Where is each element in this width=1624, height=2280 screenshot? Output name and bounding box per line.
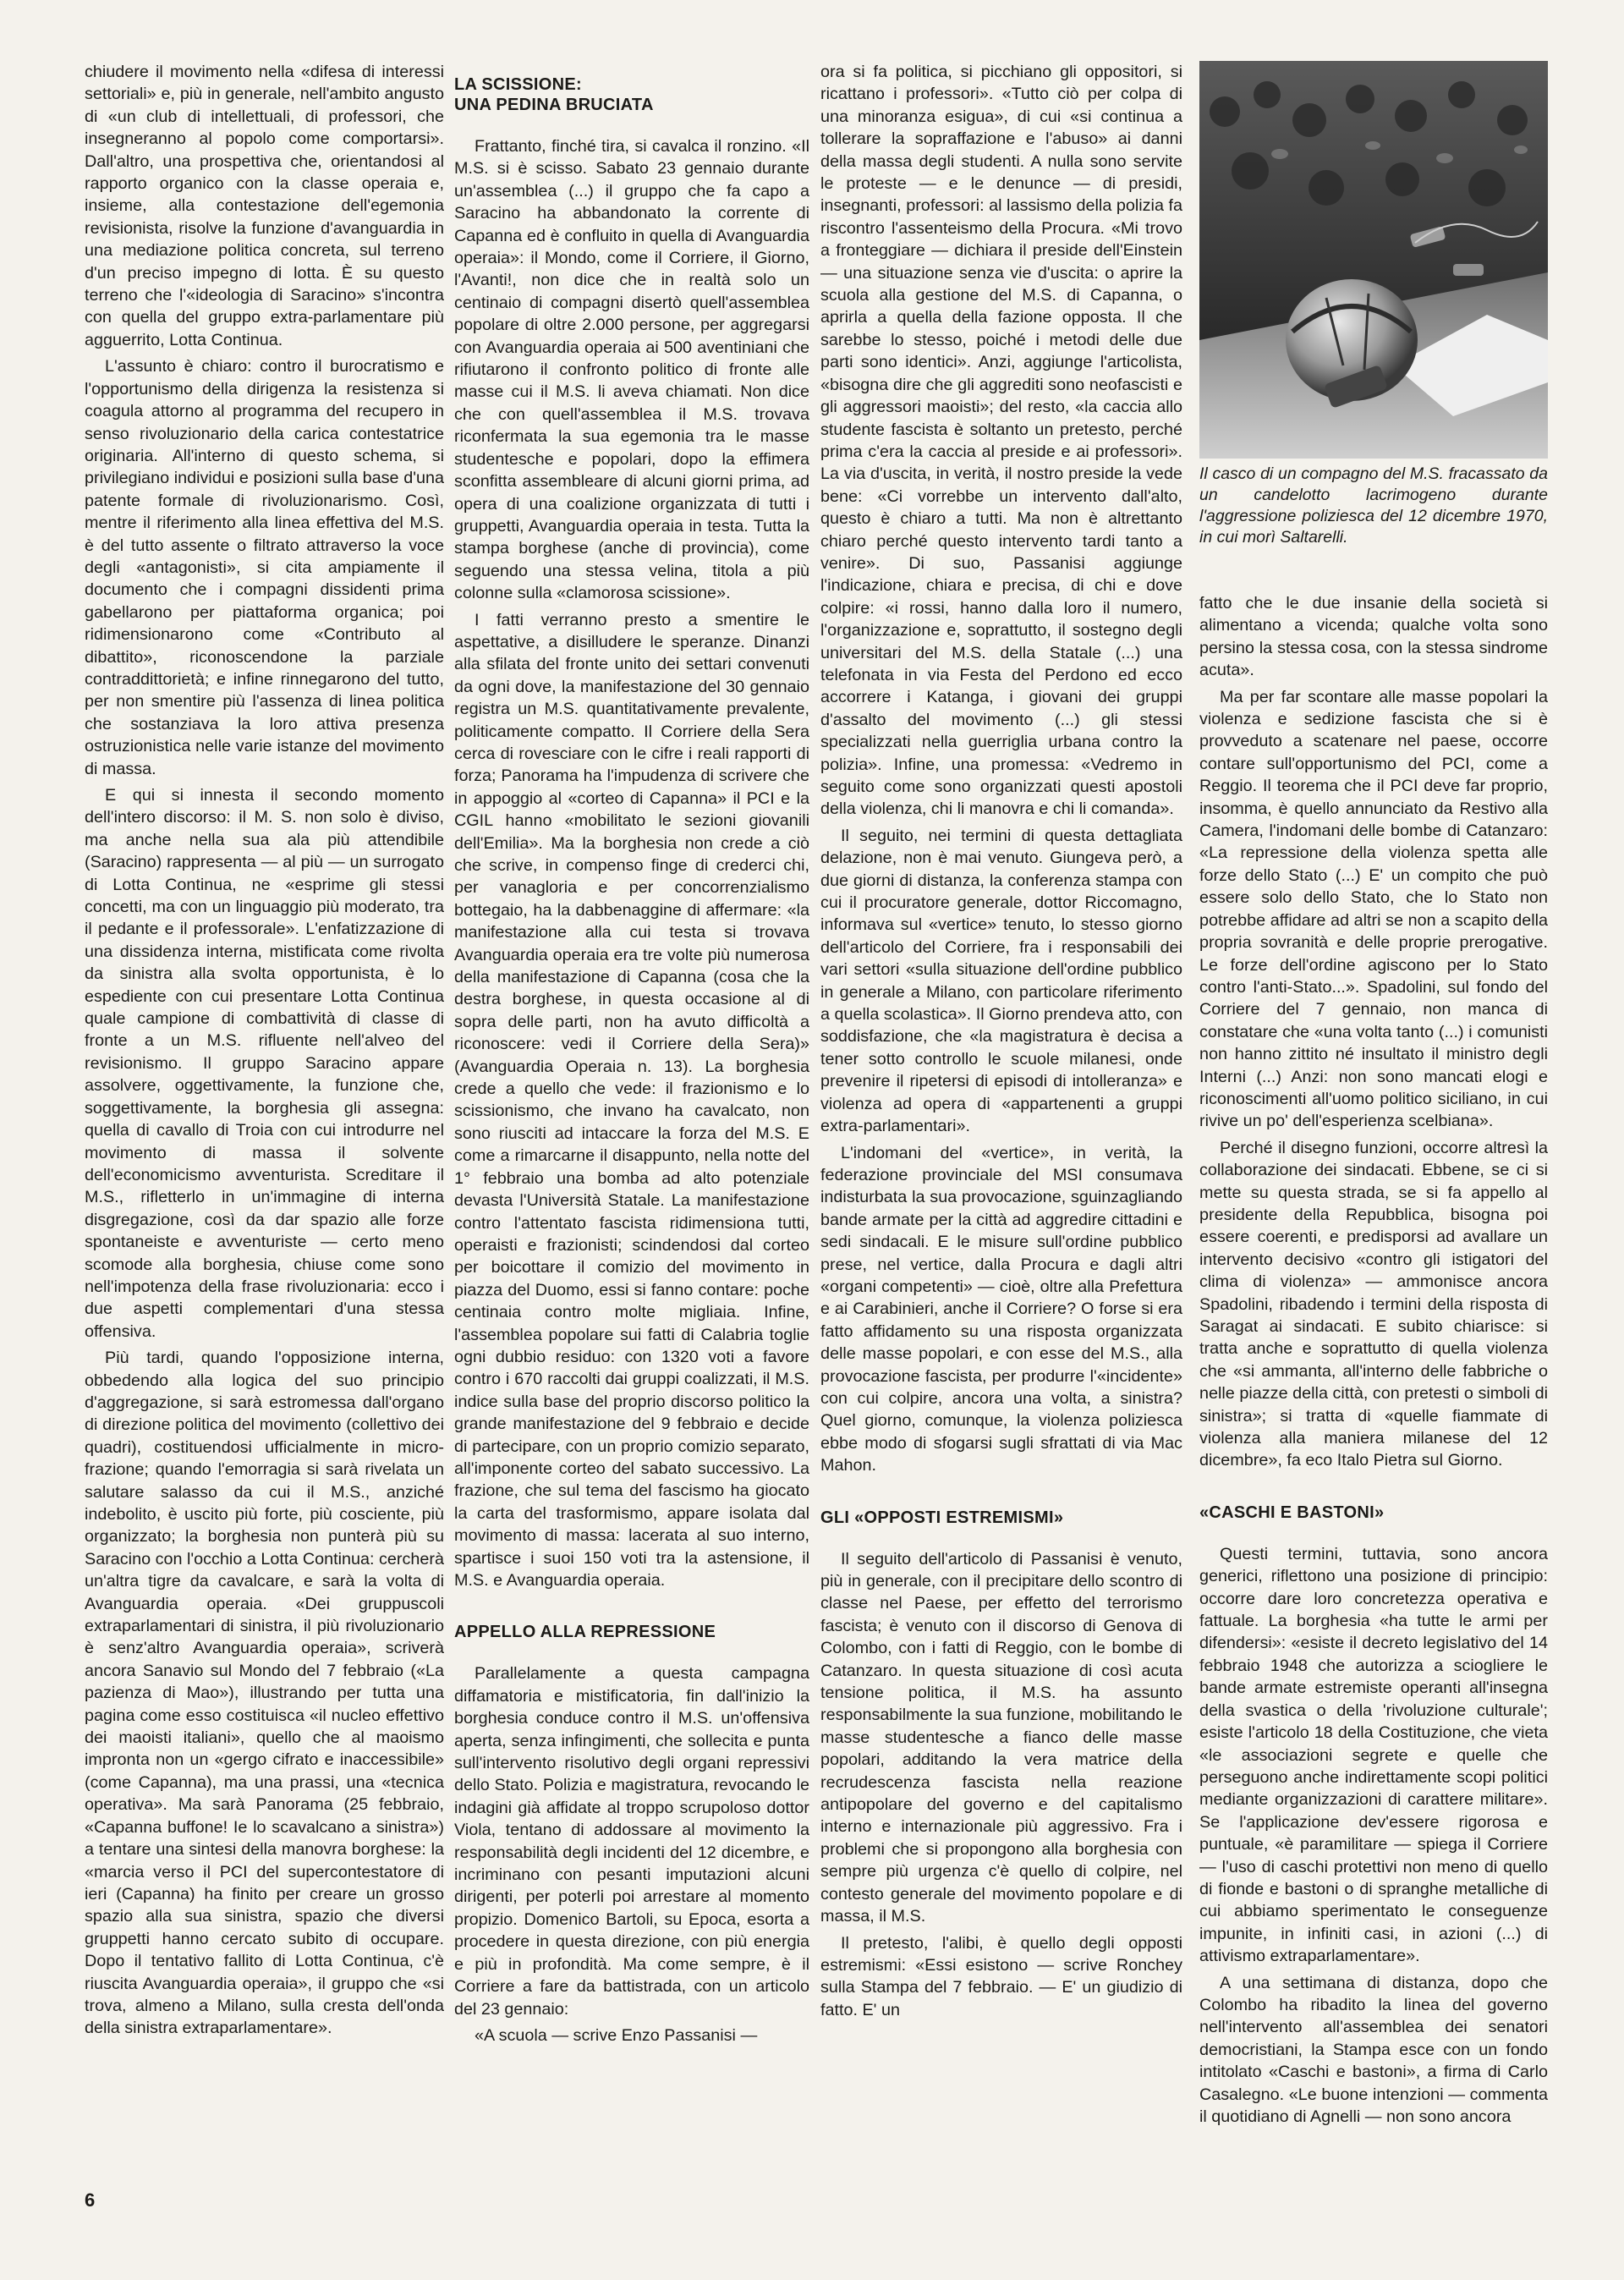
paragraph: Parallelamente a questa campagna diffamatoria e mistificatoria, fin dall'inizio la borghesia conduce contro il M.S. un'offensiva aperta, senza infingimenti, che sollecita e punta sull'intervento risolutivo degli organi repressivi dello Stato. Polizia e magistratura, revocando le indagini già affidate al troppo scrupoloso dottor Viola, tentano di addossare al movimento la responsabilità degli incidenti del 12 dicembre, e incriminano con pesanti imputazioni alcuni dirigenti, per poterli poi arrestare al momento propizio. Domenico Bartoli, su Epoca, esorta a procedere in questa direzione, con più energia e più in profondità. Ma come sempre, è il Corriere a fare da battistrada, con un articolo del 23 gennaio: (454, 1664, 809, 2019)
paragraph: «A scuola — scrive Enzo Passanisi — (475, 2025, 758, 2045)
section-heading-caschi: «CASCHI E BASTONI» (1199, 1503, 1385, 1522)
paragraph: Il seguito dell'articolo di Passanisi è venuto, più in generale, con il precipitare dello scontro di classe nel Paese, per effetto del terrorismo fascista; è venuto con il discorso di Genova di Colombo, con i fatti di Reggio, con le bombe di Catanzaro. In questa situazione di così acuta tensione politica, il M.S. ha assunto responsabilmente la sua funzione, mobilitando le masse studentesche a fianco delle masse popolari, additando la vera matrice della recrudescenza fascista nella reazione antipopolare del governo e del capitalismo interno e internazionale più aggressivo. Fra i problemi che si propongono alla borghesia con sempre più urgenza c'è quello di colpire, nel contesto generale del movimento popolare e di massa, il M.S. (820, 1549, 1182, 1926)
paragraph: ora si fa politica, si picchiano gli oppositori, si ricattano i professori». «Tutto ciò per colpa di una minoranza esigua», di cui «si continua a tollerare la sopraffazione e l'abuso» ai danni della massa degli studenti. A nulla sono servite le proteste — e le denunce — di presidi, insegnanti, professori: al lassismo della polizia fa riscontro l'assenteismo della Procura. «Mi trovo a fronteggiare — dichiara il preside dell'Einstein — una situazione senza vie d'uscita: o aprire la scuola alla gestione del M.S. di Capanna, o aprirla a quella della fazione opposta. Il che sarebbe lo stesso, poiché i metodi delle due parti sono identici». Anzi, aggiunge l'articolista, «bisogna dire che gli aggrediti sono neofascisti e gli aggressori maoisti»; del resto, «la caccia allo studente fascista è soltanto un pretesto, perché prima c'era la caccia al preside e ai professori». La via d'uscita, in verità, il nostro preside la vede bene: «Ci vorrebbe un intervento dall'alto, questo è chiaro a tutti. Ma non è altrettanto chiaro perché questo intervento tardi tanto a venire». Di suo, Passanisi aggiunge l'indicazione, chiara e precisa, di chi e dove colpire: «i rossi, hanno dalla loro il numero, l'organizzazione e, soprattutto, il sostegno degli universitari del M.S. della Statale (...) una telefonata in via Festa del Perdono ed ecco accorrere i Katanga, i giovani dei gruppi d'assalto del movimento (...) gli stessi specializzati nella guerriglia urbana contro la polizia». Infine, una promessa: «Vedremo in seguito come sono organizzati questi apostoli della violenza, chi li manovra e chi li comanda». (820, 63, 1182, 819)
page-number: 6 (85, 2189, 96, 2211)
paragraph: E qui si innesta il secondo momento dell'intero discorso: il M. S. non solo è diviso, ma anche nella sua ala più attendibile (Saracino) rappresenta — al più — un surrogato di Lotta Continua, ne «esprime gli stessi concetti, ma con un linguaggio più moderato, tra il pedante e il professorale». L'enfatizzazione di una dissidenza interna, mistificata come rivolta da sinistra alla svolta opportunista, è lo espediente con cui presentare Lotta Continua quale campione di combattività di classe di fronte a un M.S. rifluente nell'alveo del revisionismo. Il gruppo Saracino appare assolvere, oggettivamente, la funzione che, soggettivamente, la borghesia gli assegna: quella di cavallo di Troia con cui introdurre nel movimento di massa il solvente dell'economicismo avventurista. Screditare il M.S., rifletterlo in un'immagine di interna disgregazione, così da dar spazio alle forze spontaneiste e avventuriste — certo meno scomode alla borghesia, chiuse come sono nell'impotenza della frase rivoluzionaria: ecco i due aspetti complementari d'una stessa offensiva. (85, 786, 444, 1341)
column-1 (85, 61, 444, 2044)
photo-caption: Il casco di un compagno del M.S. fracassato da un candelotto lacrimogeno durante l'aggressione poliziesca del 12 dicembre 1970, in cui morì Saltarelli. (1199, 464, 1548, 547)
column-2 (454, 61, 809, 2051)
paragraph: Questi termini, tuttavia, sono ancora generici, riflettono una posizione di principio: occorre dare loro concretezza operativa e fattuale. La borghesia «ha tutte le armi per difendersi»: «esiste il decreto legislativo del 14 febbraio 1948 che autorizza a sciogliere le bande armate estremiste operanti all'insegna della svastica o della 'rivoluzione culturale'; esiste l'articolo 18 della Costituzione, che vieta «le associazioni segrete e quelle che perseguono anche indirettamente scopi politici mediante organizzazioni di carattere militare». Se l'applicazione dev'essere rigorosa e puntuale, «è paramilitare — spiega il Corriere — l'uso di caschi protettivi non meno di quello di fionde e bastoni o di spranghe metalliche di cui abbiamo sperimentato le conseguenze impunite, in infiniti casi, in azioni (...) di attivismo extraparlamentare». (1199, 1544, 1548, 1966)
paragraph: Frattanto, finché tira, si cavalca il ronzino. «Il M.S. si è scisso. Sabato 23 gennaio durante un'assemblea (...) il gruppo che fa capo a Saracino ha abbandonato la corrente di Capanna ed è confluito in quella di Avanguardia operaia»: il Mondo, come il Corriere, il Giorno, l'Avanti!, non dice che in realtà solo un centinaio di compagni disertò quell'assemblea popolare di oltre 2.000 persone, per aggregarsi con Avanguardia operaia ai 500 aventiniani che rifiutarono il confronto politico di fronte alle masse cui il M.S. li aveva chiamati. Non dice che con quell'assemblea il M.S. trovava riconfermata la sua egemonia tra le masse studentesche e popolari, dopo la effimera sconfitta assembleare di alcuni giorni prima, ad opera di una coalizione organizzata di tutti i gruppetti, Avanguardia operaia in testa. Tutta la stampa borghese (anche di provincia), come seguendo una stessa velina, titola a più colonne sulla «clamorosa scissione». (454, 137, 809, 603)
paragraph: chiudere il movimento nella «difesa di interessi settoriali» e, più in generale, nell'ambito angusto di «un club di intellettuali, di professori, che insegneranno al popolo come comportarsi». Dall'altro, una prospettiva che, orientandosi al rapporto organico con la classe operaia e, insieme, alla contestazione dell'egemonia revisionista, risolve la funzione d'avanguardia in una mediazione politica concreta, sul terreno d'un preciso impegno di lotta. È su questo terreno che l'«ideologia di Saracino» s'incontra con quella del gruppo extra-parlamentare più agguerrito, Lotta Continua. (85, 63, 444, 349)
section-heading-scissione (454, 74, 809, 115)
paragraph: Più tardi, quando l'opposizione interna, obbedendo alla logica del suo principio d'aggregazione, si sarà estromessa dall'organo di direzione politica del movimento (collettivo dei quadri), costituendosi ufficialmente in micro-frazione; quando l'emorragia si sarà rivelata un salutare salasso da cui il M.S., anziché indebolito, è uscito più forte, più cosciente, più organizzato; la borghesia non punterà più su Saracino con l'occhio a Lotta Continua: cercherà un'altra tigre da cavalcare, e sarà la volta di Avanguardia operaia. «Dei gruppuscoli extraparlamentari di sinistra, il più rivoluzionario è senz'altro Avanguardia operaia», scriverà ancora Sanavio sul Mondo del 7 febbraio («La pazienza di Mao»), illustrando per tutta una pagina come esso costituisca «il nucleo effettivo dei maoisti italiani», quello che al maoismo impronta non un «gergo cifrato e inaccessibile» (come Capanna), ma una prassi, una «tecnica operativa». Ma sarà Panorama (25 febbraio, «Capanna buffone! Ie lo scavalcano a sinistra») a tentare una sintesi della manovra borghese: la «marcia verso il PCI del supercontestatore di ieri (Capanna) ha finito per creare un grosso spazio alla sua sinistra, spazio che diversi gruppetti hanno cercato subito di occupare. Dopo il tentativo fallito di Lotta Continua, c'è riuscita Avanguardia operaia», il gruppo che «si trova, almeno a Milano, sulla cresta dell'onda della sinistra extraparlamentare». (85, 1349, 444, 2038)
heading-line: LA SCISSIONE: (454, 75, 582, 94)
paragraph: A una settimana di distanza, dopo che Colombo ha ribadito la linea del governo nell'intervento all'assemblea dei senatori democristiani, la Stampa esce con un fondo intitolato «Caschi e bastoni», a firma di Carlo Casalegno. «Le buone intenzioni — commenta il quotidiano di Agnelli — non sono ancora (1199, 1973, 1548, 2126)
paragraph: I fatti verranno presto a smentire le aspettative, a disilludere le speranze. Dinanzi alla sfilata del fronte unito dei settari convenuti da ogni dove, la manifestazione del 30 gennaio registra un M.S. quantitativamente prevalente, politicamente compatto. Il Corriere della Sera cerca di rovesciare con le cifre i reali rapporti di forza; Panorama ha l'impudenza di scrivere che in appoggio al «corteo di Capanna» il PCI e la CGIL hanno «mobilitato le sezioni giovanili dell'Emilia». Ma la borghesia non crede a ciò che scrive, in compenso finge di crederci chi, per vanagloria e per concorrenzialismo bottegaio, ha la dabbenaggine di affermare: «la manifestazione alla cui testa si trovava Avanguardia operaia era tre volte più numerosa della manifestazione di Capanna (cosa che la destra borghese, in questa occasione al di sopra delle parti, non ha avuto difficoltà a riconoscere: vedi il Corriere della Sera)» (Avanguardia Operaia n. 13). La borghesia crede a quello che vede: il frazionismo e lo scissionismo, che invano ha cavalcato, non sono riusciti ad intaccare la forza del M.S. E come a rimarcarne il disappunto, nella notte del 1° febbraio una bomba ad alto potenziale devasta l'Università Statale. La manifestazione contro l'attentato fascista ridimensiona tutti, operaisti e frazionisti; scindendosi dal corteo per boicottare il comizio del movimento in piazza del Duomo, essi si fanno contare: poche centinaia contro molte migliaia. Infine, l'assemblea popolare sui fatti di Calabria toglie ogni dubbio residuo: con 1320 voti a favore contro i 670 raccolti dai gruppi coalizzati, il M.S. indice sulla base del proprio discorso politico la grande manifestazione del 9 febbraio e decide di partecipare, con un proprio comizio separato, all'imponente corteo del sabato successivo. La frazione, che sul tema del fascismo ha giocato la carta del trasformismo, appare isolata dal movimento di massa: lacerata al suo interno, spartisce i suoi 150 voti tra la astensione, il M.S. e Avanguardia operaia. (454, 610, 809, 1590)
paragraph: fatto che le due insanie della società si alimentano a vicenda; qualche volta sono persino la stessa cosa, con la stessa sindrome acuta». (1199, 594, 1548, 680)
paragraph: Il pretesto, l'alibi, è quello degli opposti estremismi: «Essi esistono — scrive Ronchey sulla Stampa del 7 febbraio. — E' un giudizio di fatto. E' un (820, 1933, 1182, 2019)
paragraph: Ma per far scontare alle masse popolari la violenza e sedizione fascista che si è provveduto a scatenare nel paese, occorre contare sull'opportunismo del PCI, come a Reggio. Il teorema che il PCI deve far proprio, insomma, è quello annunciato da Restivo alla Camera, l'indomani delle bombe di Catanzaro: «La repressione della violenza spetta alle forze dello Stato (...) E' un compito che può essere solo dello Stato, che lo Stato non potrebbe affidare ad altri se non a scapito della propria sovranità e delle proprie prerogative. Le forze dell'ordine agiscono per lo Stato contro l'anti-Stato...». Spadolini, sul fondo del Corriere del 7 gennaio, non manca di constatare che «una volta tanto (...) i comunisti non hanno zittito né insultato il ministro degli Interni (...) Anzi: non sono mancati elogi e riconoscimenti all'uomo politico siciliano, in cui rivive un po' dell'esperienza scelbiana». (1199, 687, 1548, 1131)
section-heading-estremismi: GLI «OPPOSTI ESTREMISMI» (820, 1508, 1064, 1527)
section-heading-repressione: APPELLO ALLA REPRESSIONE (454, 1623, 716, 1642)
paragraph: Il seguito, nei termini di questa dettagliata delazione, non è mai venuto. Giungeva però, a due giorni di distanza, la conferenza stampa con cui il procuratore generale, dottor Riccomagno, informava sul «vertice» tenuto, lo stesso giorno dell'articolo del Corriere, fra i responsabili dei vari settori «sulla situazione dell'ordine pubblico in generale a Milano, con particolare riferimento a quella scolastica». Il Giorno prendeva atto, con soddisfazione, che «la magistratura è decisa a tener sotto controllo le scuole milanesi, onde prevenire il ripetersi di episodi di intolleranza» e violenza ad opera di «appartenenti a gruppi extra-parlamentari». (820, 826, 1182, 1136)
column-4 (1199, 592, 1548, 2132)
column-3 (820, 61, 1182, 2025)
paragraph: L'assunto è chiaro: contro il burocratismo e l'opportunismo della dirigenza la resistenza si coagula attorno al programma del recupero in senso rivoluzionario della carica contestatrice originaria. All'interno di questo schema, si privilegiano individui e posizioni sulla base d'una patente formale di rivoluzionarismo. Così, mentre il riferimento alla linea effettiva del M.S. è del tutto assente o filtrato attraverso la voce degli «antagonisti», si cita ampiamente il documento che i compagni dissidenti prima gabellarono per piattaforma organica; poi ridimensionarono come «Contributo al dibattito», riconoscendone la parziale contraddittorietà; e infine rinnegarono del tutto, per non smentire più l'assenza di linea politica che sostanziava la loro attiva presenza ostruzionistica nelle varie istanze del movimento di massa. (85, 357, 444, 778)
paragraph: L'indomani del «vertice», in verità, la federazione provinciale del MSI consumava indisturbata la sua provocazione, sguinzagliando bande armate per la città ad aggredire cittadini e sedi sindacali. E le misure sull'ordine pubblico prese, nel vertice, dalla Procura e dagli altri «organi competenti» — cioè, oltre alla Prefettura e ai Carabinieri, anche il Corriere? O forse si era fatto affidamento su una risposta organizzata delle masse popolari, e con esse del M.S., alla provocazione fascista, per produrre l'«incidente» con cui colpire, ancora una volta, a sinistra? Quel giorno, comunque, la violenza poliziesca ebbe modo di sfogarsi sugli sfrattati di via Mac Mahon. (820, 1143, 1182, 1475)
heading-line: UNA PEDINA BRUCIATA (454, 96, 654, 114)
helmet-photo (1199, 61, 1548, 459)
paragraph: Perché il disegno funzioni, occorre altresì la collaborazione dei sindacati. Ebbene, se ci si mette su questa strada, se si fa appello al presidente della Repubblica, bisogna poi essere coerenti, e predisporsi ad avallare un intervento decisivo «contro gli istigatori del clima di violenza» — ammonisce ancora Spadolini, ribadendo i termini della risposta di Saragat ai sindacati. E subito chiarisce: si tratta anche e soprattutto di quella violenza che «si ammanta, all'interno delle fabbriche o nelle piazze della città, con pretesti o simboli di sinistra»; si tratta di «quelle fiammate di violenza alla maniera milanese del 12 dicembre», fa eco Italo Pietra sul Giorno. (1199, 1138, 1548, 1470)
